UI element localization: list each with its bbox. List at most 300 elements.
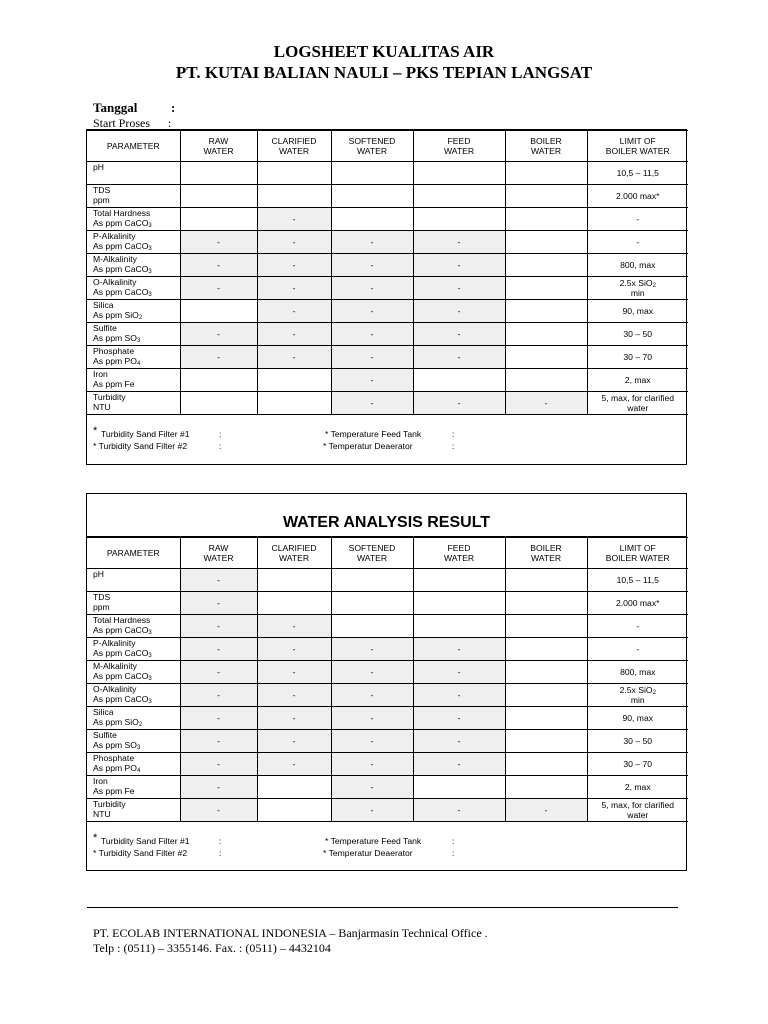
note-text: * Temperature Feed Tank [325,836,422,846]
value-cell: - [413,661,505,684]
parameter-unit-text: As ppm Fe [93,379,135,389]
table-row [87,776,688,799]
table-row [87,569,688,592]
parameter-unit-text: As ppm SiO [93,717,139,727]
limit-value-text: 30 – 70 [623,759,653,769]
value-cell: - [180,776,257,799]
value-cell [505,323,587,346]
parameter-unit [93,786,180,796]
parameter-unit-text: As ppm CaCO [93,671,149,681]
value-cell: - [180,254,257,277]
column-header-line: CLARIFIED [271,136,317,146]
value-cell: - [413,231,505,254]
limit-value [588,278,689,288]
note-text: Turbidity Sand Filter #1 [101,429,190,439]
limit-value-text: 2.5x SiO [619,278,653,288]
column-header [331,131,413,162]
value-cell: - [331,684,413,707]
limit-value-line2: min [630,695,645,705]
value-cell: - [180,799,257,822]
column-header-line: WATER [356,553,388,563]
table-row [87,684,688,707]
parameter-cell [87,776,180,799]
limit-value [588,237,689,247]
value-cell [331,615,413,638]
value-cell: - [180,707,257,730]
limit-cell [587,208,688,231]
parameter-cell [87,615,180,638]
value-cell [257,799,331,822]
value-cell [505,592,587,615]
value-cell: - [413,254,505,277]
parameter-name: pH [93,162,104,172]
value-cell: - [331,254,413,277]
limit-cell [587,162,688,185]
limit-cell [587,799,688,822]
value-cell [180,162,257,185]
value-cell [413,208,505,231]
note-text: * Temperatur Deaerator [323,848,413,858]
limit-value [588,685,689,695]
value-cell: - [257,707,331,730]
limit-value-line2: min [630,288,645,298]
table-row [87,277,688,300]
value-cell: - [180,615,257,638]
limit-value [588,621,689,631]
note-text: * Turbidity Sand Filter #2 [93,441,188,451]
parameter-unit-text: ppm [93,195,110,205]
footer-company: PT. ECOLAB INTERNATIONAL INDONESIA – Banjarmasin Technical Office . [93,926,488,940]
value-cell: - [180,638,257,661]
limit-value-text: 90, max [622,306,654,316]
parameter-cell [87,185,180,208]
value-cell: - [413,799,505,822]
value-cell: - [505,799,587,822]
limit-value [588,759,689,769]
parameter-name: Phosphate [93,753,135,763]
value-cell [331,162,413,185]
parameter-unit-subscript: 3 [148,653,152,659]
note-text: : [219,429,222,439]
parameter-unit [93,625,180,635]
value-cell [505,707,587,730]
note-text: : [452,429,455,439]
column-header [505,131,587,162]
column-header-line: WATER [443,146,475,156]
parameter-unit [93,671,180,681]
parameter-unit [93,218,180,228]
value-cell [413,615,505,638]
table-row [87,392,688,415]
value-cell: - [180,346,257,369]
value-cell [505,208,587,231]
value-cell [505,569,587,592]
value-cell: - [331,346,413,369]
value-cell [331,208,413,231]
parameter-unit-text: NTU [93,809,111,819]
note-text: : [219,848,222,858]
value-cell [413,592,505,615]
parameter-unit [93,763,180,773]
parameter-unit-text: As ppm PO [93,356,137,366]
limit-cell [587,753,688,776]
parameter-unit-subscript: 4 [136,768,141,774]
column-header [331,538,413,569]
parameter-name: M-Alkalinity [93,254,137,264]
value-cell: - [331,799,413,822]
value-cell [505,231,587,254]
parameter-unit-subscript: 3 [148,630,152,636]
parameter-name: Iron [93,776,108,786]
note-text: : [452,441,455,451]
parameter-name: O-Alkalinity [93,684,137,694]
parameter-cell [87,254,180,277]
value-cell: - [331,661,413,684]
value-cell [180,392,257,415]
limit-cell [587,707,688,730]
column-header-line: RAW [208,136,229,146]
parameter-cell [87,661,180,684]
limit-cell [587,231,688,254]
column-header-line: WATER [278,146,310,156]
table-row [87,323,688,346]
limit-value-line2: water [627,403,649,413]
column-header [587,538,688,569]
value-cell [505,185,587,208]
limit-value [588,329,689,339]
parameter-name: pH [93,569,104,579]
note-text: : [452,848,455,858]
table-row [87,254,688,277]
value-cell [505,300,587,323]
column-header-line: PARAMETER [106,141,160,151]
start-proses-colon: : [168,116,172,130]
value-cell: - [331,730,413,753]
limit-cell [587,185,688,208]
value-cell: - [413,638,505,661]
parameter-cell [87,592,180,615]
limit-cell [587,369,688,392]
limit-value-text: 30 – 50 [623,329,653,339]
value-cell [505,615,587,638]
limit-cell [587,277,688,300]
parameter-unit [93,195,180,205]
parameter-cell [87,300,180,323]
value-cell: - [331,369,413,392]
note-star: * [93,832,98,844]
parameter-cell [87,707,180,730]
limit-value [588,191,689,201]
column-header [587,131,688,162]
parameter-name: P-Alkalinity [93,638,136,648]
parameter-unit-subscript: 2 [138,722,143,728]
parameter-unit [93,379,180,389]
limit-value-text: 2.000 max* [616,191,660,201]
parameter-name: Total Hardness [93,208,151,218]
limit-cell [587,730,688,753]
value-cell: - [505,392,587,415]
parameter-name: Sulfite [93,730,117,740]
parameter-unit [93,241,180,251]
limit-value-text: 800, max [620,260,656,270]
note-text: * Temperatur Deaerator [323,441,413,451]
parameter-unit [93,402,180,412]
value-cell [413,776,505,799]
parameter-unit [93,602,180,612]
parameter-cell [87,569,180,592]
limit-value [588,375,689,385]
value-cell: - [257,730,331,753]
limit-value-text: - [636,214,640,224]
parameter-cell [87,730,180,753]
column-header-line: WATER [530,146,562,156]
parameter-unit-text: As ppm CaCO [93,648,149,658]
value-cell: - [257,208,331,231]
column-header [257,538,331,569]
column-header-line: RAW [208,543,229,553]
table-row [87,231,688,254]
water-analysis-table [87,537,688,822]
limit-value-text: 90, max [622,713,654,723]
value-cell: - [180,277,257,300]
limit-value [588,306,689,316]
column-header [87,538,180,569]
limit-value-text: 5, max, for clarified [601,800,675,810]
value-cell [505,162,587,185]
notes-1 [87,415,686,463]
parameter-unit-subscript: 3 [148,699,152,705]
limit-value [588,393,689,403]
note-text: : [219,836,222,846]
parameter-unit-subscript: 3 [148,292,152,298]
parameter-cell [87,369,180,392]
value-cell: - [413,707,505,730]
parameter-unit-text: As ppm CaCO [93,264,149,274]
value-cell: - [413,753,505,776]
table-row [87,638,688,661]
company-subtitle: PT. KUTAI BALIAN NAULI – PKS TEPIAN LANGSAT [175,63,593,82]
limit-value-text: 2.5x SiO [619,685,653,695]
limit-value-text: 2, max [624,782,651,792]
note-text: : [219,441,222,451]
column-header [505,538,587,569]
logsheet-table [87,130,688,415]
parameter-cell [87,231,180,254]
table-row [87,369,688,392]
value-cell [257,592,331,615]
column-header-line: SOFTENED [348,136,396,146]
parameter-name: Silica [93,707,114,717]
notes-2 [87,822,686,870]
limit-value [588,644,689,654]
value-cell [505,346,587,369]
value-cell: - [257,638,331,661]
limit-value-text: 5, max, for clarified [601,393,675,403]
parameter-unit [93,694,180,704]
parameter-unit [93,356,180,366]
limit-value-line2: water [627,810,649,820]
column-header-line: LIMIT OF [619,543,656,553]
table-row [87,300,688,323]
limit-value [588,214,689,224]
value-cell [505,638,587,661]
value-cell: - [180,569,257,592]
logsheet-table-section [86,129,687,465]
column-header-line: BOILER [530,543,562,553]
value-cell: - [257,615,331,638]
parameter-name: Silica [93,300,114,310]
value-cell: - [413,730,505,753]
parameter-name: M-Alkalinity [93,661,137,671]
value-cell [331,569,413,592]
note-text: : [452,836,455,846]
parameter-cell [87,162,180,185]
limit-value-text: 800, max [620,667,656,677]
value-cell [257,392,331,415]
value-cell: - [331,638,413,661]
limit-cell [587,661,688,684]
value-cell [180,185,257,208]
parameter-unit-text: NTU [93,402,111,412]
limit-cell [587,615,688,638]
value-cell: - [413,684,505,707]
parameter-cell [87,392,180,415]
value-cell: - [180,684,257,707]
parameter-name: O-Alkalinity [93,277,137,287]
value-cell [257,569,331,592]
value-cell [505,753,587,776]
limit-value [588,736,689,746]
parameter-name: TDS [93,592,111,602]
column-header-line: BOILER WATER [605,553,670,563]
limit-value-text: 30 – 70 [623,352,653,362]
parameter-name: P-Alkalinity [93,231,136,241]
parameter-cell [87,346,180,369]
value-cell [505,369,587,392]
parameter-unit-subscript: 3 [136,745,141,751]
parameter-unit-subscript: 2 [138,315,143,321]
parameter-unit-subscript: 4 [136,361,141,367]
value-cell: - [257,300,331,323]
limit-cell [587,300,688,323]
limit-value-text: - [636,621,640,631]
note-text: * Turbidity Sand Filter #2 [93,848,188,858]
limit-cell [587,569,688,592]
value-cell [180,208,257,231]
parameter-unit-text: As ppm PO [93,763,137,773]
value-cell: - [180,753,257,776]
value-cell: - [331,300,413,323]
value-cell [505,661,587,684]
table-row [87,730,688,753]
value-cell: - [257,661,331,684]
value-cell: - [180,730,257,753]
column-header [180,538,257,569]
note-star: * [93,425,98,437]
header-row [87,131,688,162]
parameter-unit-text: As ppm SiO [93,310,139,320]
value-cell [505,776,587,799]
limit-value [588,598,689,608]
column-header-line: WATER [278,553,310,563]
table-row [87,185,688,208]
value-cell [257,162,331,185]
limit-value [588,782,689,792]
table-row [87,208,688,231]
limit-value-text: - [636,644,640,654]
table-row [87,707,688,730]
limit-value [588,713,689,723]
limit-value [588,667,689,677]
parameter-cell [87,638,180,661]
column-header [180,131,257,162]
value-cell: - [331,707,413,730]
footer-divider [87,907,678,908]
value-cell: - [257,684,331,707]
parameter-cell [87,277,180,300]
limit-value [588,168,689,178]
note-text: * Temperature Feed Tank [325,429,422,439]
column-header-line: WATER [203,553,234,563]
value-cell: - [180,592,257,615]
column-header-line: WATER [530,553,562,563]
value-cell [257,369,331,392]
column-header-line: SOFTENED [348,543,396,553]
value-cell: - [257,346,331,369]
limit-value-text: 2.000 max* [616,598,660,608]
limit-cell [587,684,688,707]
limit-value [588,800,689,810]
parameter-unit-subscript: 3 [136,338,141,344]
value-cell [505,684,587,707]
parameter-cell [87,799,180,822]
value-cell [505,277,587,300]
parameter-unit-text: As ppm CaCO [93,694,149,704]
value-cell: - [180,661,257,684]
tanggal-label: Tanggal [93,100,138,115]
limit-value-text: - [636,237,640,247]
parameter-unit [93,648,180,658]
value-cell: - [331,277,413,300]
header-row [87,538,688,569]
value-cell: - [257,277,331,300]
parameter-name: Iron [93,369,108,379]
water-analysis-section [86,493,687,871]
parameter-unit-subscript: 3 [148,269,152,275]
value-cell [331,185,413,208]
parameter-name: Turbidity [93,799,126,809]
column-header [257,131,331,162]
value-cell [413,162,505,185]
value-cell: - [180,231,257,254]
parameter-unit-text: As ppm CaCO [93,287,149,297]
parameter-unit [93,310,180,320]
parameter-name: Total Hardness [93,615,151,625]
tanggal-colon: : [171,100,176,115]
limit-value-text: 10,5 – 11,5 [616,168,659,178]
column-header-line: FEED [447,543,471,553]
value-cell: - [180,323,257,346]
value-cell: - [257,231,331,254]
parameter-unit-subscript: 3 [148,223,152,229]
column-header [87,131,180,162]
document-title: LOGSHEET KUALITAS AIR [273,42,495,61]
value-cell: - [331,776,413,799]
parameter-unit-text: As ppm CaCO [93,625,149,635]
value-cell: - [257,323,331,346]
limit-value [588,260,689,270]
value-cell: - [413,277,505,300]
